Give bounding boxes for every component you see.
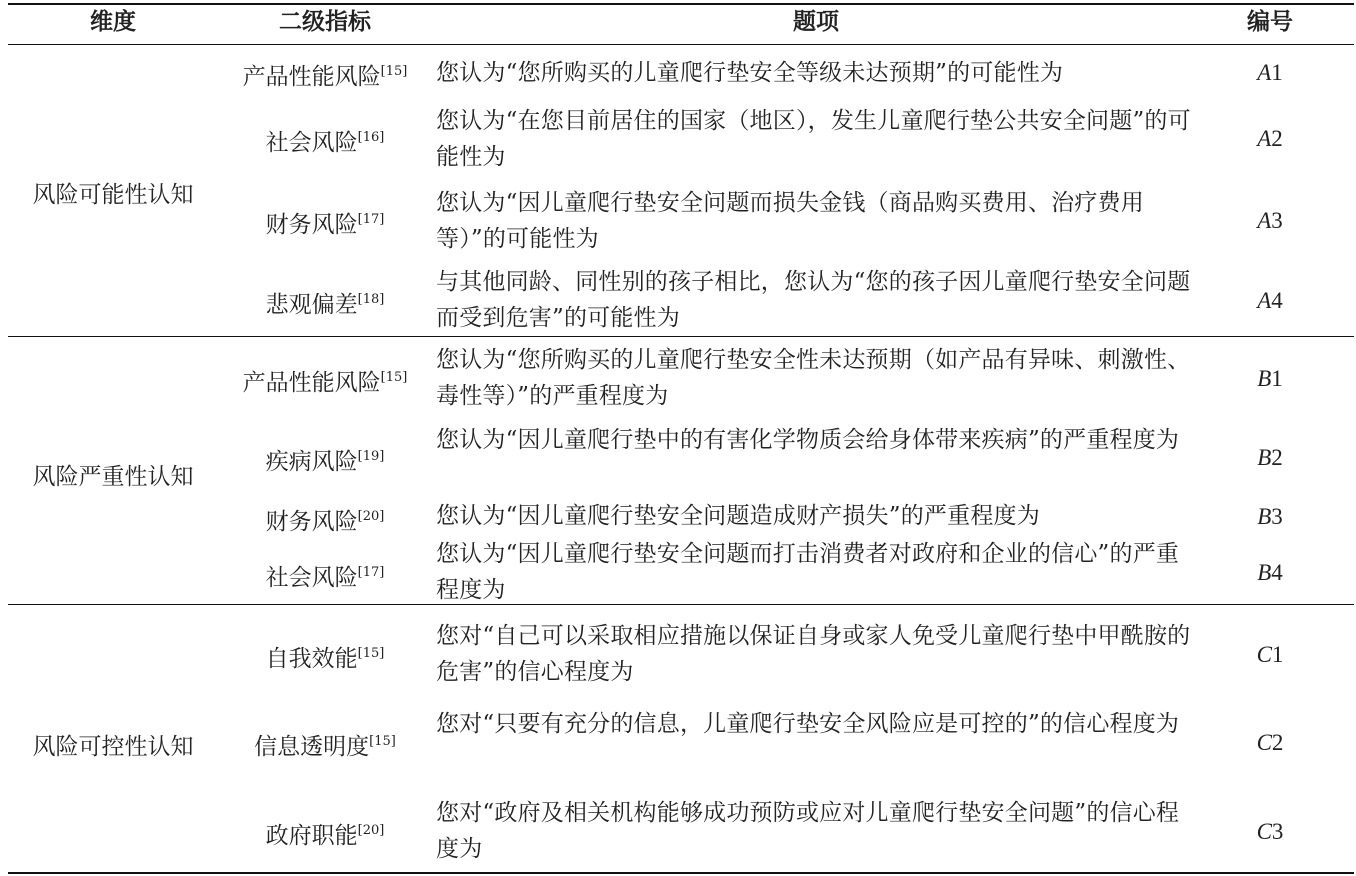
item-cell: 您对“只要有充分的信息，儿童爬行垫安全风险应是可控的”的信心程度为	[436, 711, 1180, 737]
indicator-cell: 悲观偏差[18]	[265, 292, 385, 318]
indicator-cell: 产品性能风险[15]	[242, 64, 408, 90]
item-cell: 您认为“您所购买的儿童爬行垫安全等级未达预期”的可能性为	[436, 60, 1064, 86]
code-cell: A2	[1257, 126, 1283, 151]
indicator-cell: 信息透明度[15]	[254, 734, 396, 760]
indicator-cell: 财务风险[20]	[265, 509, 385, 535]
item-cell: 您认为“因儿童爬行垫安全问题而打击消费者对政府和企业的信心”的严重程度为	[436, 541, 1180, 603]
indicator-cell: 财务风险[17]	[265, 212, 385, 238]
item-cell: 您对“自己可以采取相应措施以保证自身或家人免受儿童爬行垫中甲酰胺的危害”的信心程度为	[436, 623, 1191, 685]
item-cell: 您对“政府及相关机构能够成功预防或应对儿童爬行垫安全问题”的信心程度为	[436, 800, 1180, 862]
indicator-cell: 政府职能[20]	[265, 823, 385, 849]
code-cell: A4	[1257, 288, 1283, 313]
indicator-cell: 自我效能[15]	[265, 646, 385, 672]
indicator-cell: 社会风险[16]	[265, 130, 385, 156]
dimension-label: 风险可能性认知	[32, 182, 194, 208]
code-cell: B3	[1257, 504, 1283, 529]
dimension-label: 风险严重性认知	[32, 464, 194, 490]
code-cell: B2	[1257, 445, 1283, 470]
item-cell: 您认为“您所购买的儿童爬行垫安全性未达预期（如产品有异味、刺激性、毒性等）”的严重程度为	[436, 347, 1191, 409]
header-dimension: 维度	[90, 9, 136, 35]
code-cell: C1	[1256, 642, 1284, 667]
code-cell: C3	[1256, 819, 1284, 844]
item-cell: 与其他同龄、同性别的孩子相比，您认为“您的孩子因儿童爬行垫安全问题而受到危害”的可能性为	[436, 269, 1191, 331]
header-code: 编号	[1247, 9, 1293, 35]
item-cell: 您认为“因儿童爬行垫中的有害化学物质会给身体带来疾病”的严重程度为	[436, 427, 1180, 453]
dimension-label: 风险可控性认知	[32, 734, 194, 760]
indicator-cell: 产品性能风险[15]	[242, 370, 408, 396]
code-cell: B4	[1257, 560, 1283, 585]
code-cell: A3	[1257, 208, 1283, 233]
indicator-cell: 社会风险[17]	[265, 565, 385, 591]
code-cell: C2	[1256, 730, 1284, 755]
code-cell: B1	[1257, 366, 1283, 391]
item-cell: 您认为“因儿童爬行垫安全问题造成财产损失”的严重程度为	[436, 503, 1040, 529]
header-item: 题项	[793, 9, 839, 35]
bottom-rule	[8, 872, 1354, 874]
item-cell: 您认为“因儿童爬行垫安全问题而损失金钱（商品购买费用、治疗费用等）”的可能性为	[436, 190, 1144, 252]
group-divider	[8, 336, 1354, 337]
item-cell: 您认为“在您目前居住的国家（地区），发生儿童爬行垫公共安全问题”的可能性为	[436, 108, 1191, 170]
indicator-cell: 疾病风险[19]	[265, 449, 385, 475]
header-indicator: 二级指标	[279, 9, 371, 35]
code-cell: A1	[1257, 60, 1283, 85]
